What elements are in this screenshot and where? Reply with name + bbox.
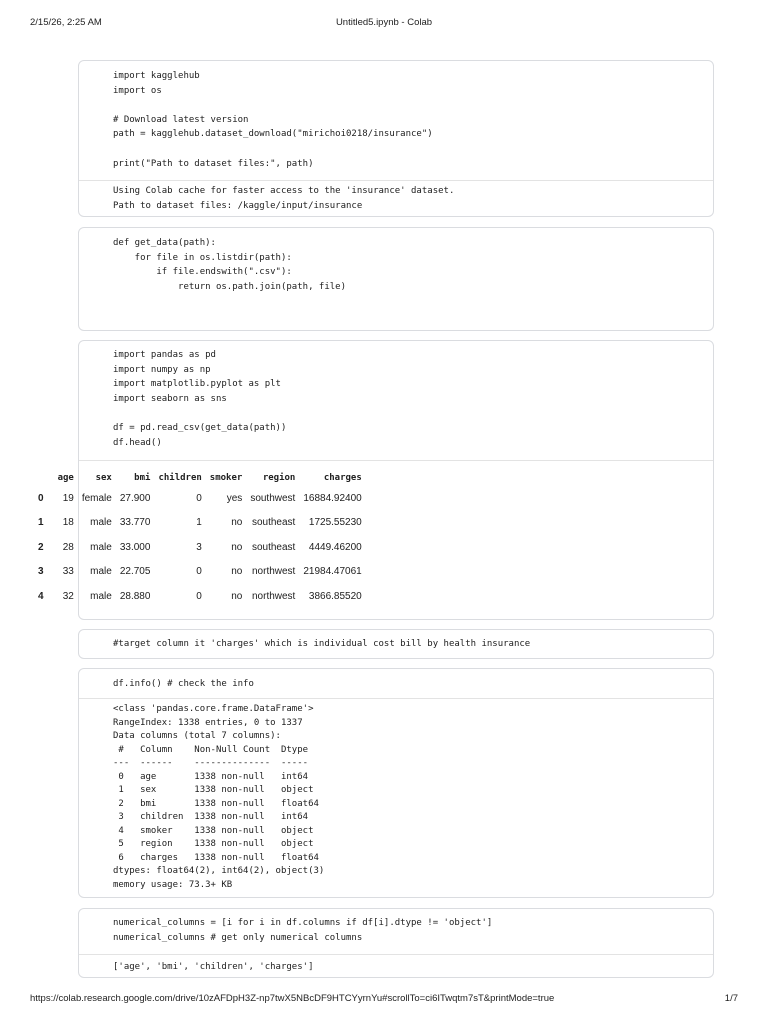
notebook-title: Untitled5.ipynb - Colab: [335, 17, 433, 28]
cell-output: Using Colab cache for faster access to the 'insurance' dataset. Path to dataset files: /kaggle/input/insurance: [113, 186, 455, 211]
table-cell: male: [90, 517, 112, 529]
cell-code[interactable]: import kagglehub import os # Download latest version path = kagglehub.dataset_download("mirichoi0218/insurance") print("Path to dataset files:", path): [113, 71, 433, 169]
row-index: 1: [38, 517, 44, 529]
table-cell: 28: [62, 541, 74, 553]
table-cell: 32: [62, 590, 74, 602]
table-cell: southeast: [251, 517, 296, 529]
table-cell: 0: [196, 566, 202, 578]
print-header: [0, 17, 768, 31]
cell-code[interactable]: import pandas as pd import numpy as np import matplotlib.pyplot as plt import seaborn as sns df = pd.read_csv(get_data(path)) df.head(): [113, 350, 287, 448]
code-cell-numerical-columns[interactable]: [78, 908, 714, 978]
column-header: age: [57, 473, 74, 483]
output-divider: [79, 698, 713, 699]
column-header: region: [262, 473, 296, 483]
column-header: charges: [323, 473, 362, 483]
table-cell: 33.000: [119, 541, 151, 553]
table-cell: 33: [62, 566, 74, 578]
table-cell: northwest: [251, 566, 296, 578]
cell-code[interactable]: #target column it 'charges' which is individual cost bill by health insurance: [113, 639, 531, 649]
code-cell-kagglehub[interactable]: [78, 60, 714, 217]
table-cell: no: [231, 566, 243, 578]
row-index: 4: [38, 590, 44, 602]
table-cell: 27.900: [119, 492, 151, 504]
table-cell: 4449.46200: [308, 541, 362, 553]
row-index: 2: [38, 541, 44, 553]
code-cell-get-data[interactable]: [78, 227, 714, 331]
table-cell: no: [231, 590, 243, 602]
print-footer: [0, 993, 768, 1007]
table-cell: southwest: [250, 492, 296, 504]
row-index: 0: [38, 492, 44, 504]
output-divider: [79, 954, 713, 955]
table-cell: 1: [196, 517, 202, 529]
table-cell: male: [90, 590, 112, 602]
table-cell: 3866.85520: [308, 590, 362, 602]
table-cell: 19: [62, 492, 74, 504]
table-header-row: [34, 470, 366, 486]
column-header: smoker: [209, 473, 243, 483]
table-cell: 18: [62, 517, 74, 529]
table-cell: male: [90, 541, 112, 553]
column-header: sex: [95, 473, 112, 483]
table-cell: no: [231, 517, 243, 529]
dataframe-head-table: [34, 470, 366, 609]
table-row: [34, 535, 366, 560]
table-cell: 0: [196, 492, 202, 504]
table-cell: 22.705: [119, 566, 151, 578]
cell-code[interactable]: def get_data(path): for file in os.listdir(path): if file.endswith(".csv"): return os.path.join(path, file): [113, 238, 346, 292]
table-cell: 3: [196, 541, 202, 553]
table-row: [34, 511, 366, 536]
table-cell: 0: [196, 590, 202, 602]
cell-output: ['age', 'bmi', 'children', 'charges']: [113, 962, 314, 972]
table-cell: 21984.47061: [303, 566, 362, 578]
table-cell: 1725.55230: [308, 517, 362, 529]
page-url: https://colab.research.google.com/drive/10zAFDpH3Z-np7twX5NBcDF9HTCYyrnYu#scrollTo=ci6ITwqtm7sT&printMode=true: [30, 993, 555, 1004]
table-cell: northwest: [251, 590, 296, 602]
comment-cell-target[interactable]: [78, 629, 714, 659]
print-datetime: 2/15/26, 2:25 AM: [30, 17, 102, 28]
table-cell: female: [81, 492, 112, 504]
table-cell: 16884.92400: [303, 492, 362, 504]
index-header: [34, 470, 54, 486]
table-row: [34, 560, 366, 585]
page-number: 1/7: [724, 993, 738, 1004]
column-header: bmi: [134, 473, 151, 483]
table-cell: 28.880: [119, 590, 151, 602]
table-cell: no: [231, 541, 243, 553]
row-index: 3: [38, 566, 44, 578]
table-cell: 33.770: [119, 517, 151, 529]
output-divider: [79, 180, 713, 181]
table-cell: southeast: [251, 541, 296, 553]
table-row: [34, 584, 366, 609]
code-cell-df-info[interactable]: [78, 668, 714, 898]
table-row: [34, 486, 366, 511]
column-header: children: [158, 473, 202, 483]
cell-code[interactable]: numerical_columns = [i for i in df.columns if df[i].dtype != 'object'] numerical_columns # get only numerical columns: [113, 918, 493, 943]
cell-output: <class 'pandas.core.frame.DataFrame'> RangeIndex: 1338 entries, 0 to 1337 Data columns (total 7 columns): # Column Non-Null Count Dtype --- ------ -------------- ----- 0 age 1338 non-null int64 1 sex 1338 non-null object 2 bmi 1338 non-null float64 3 children 1338 non-null int64 4 smoker 1338 non-null object 5 region 1338 non-null object 6 charges 1338 non-null float64 dtypes: float64(2), int64(2), object(3) memory usage: 73.3+ KB: [113, 704, 325, 890]
table-cell: yes: [226, 492, 243, 504]
table-cell: male: [90, 566, 112, 578]
output-divider: [79, 460, 713, 461]
cell-code[interactable]: df.info() # check the info: [113, 679, 254, 689]
